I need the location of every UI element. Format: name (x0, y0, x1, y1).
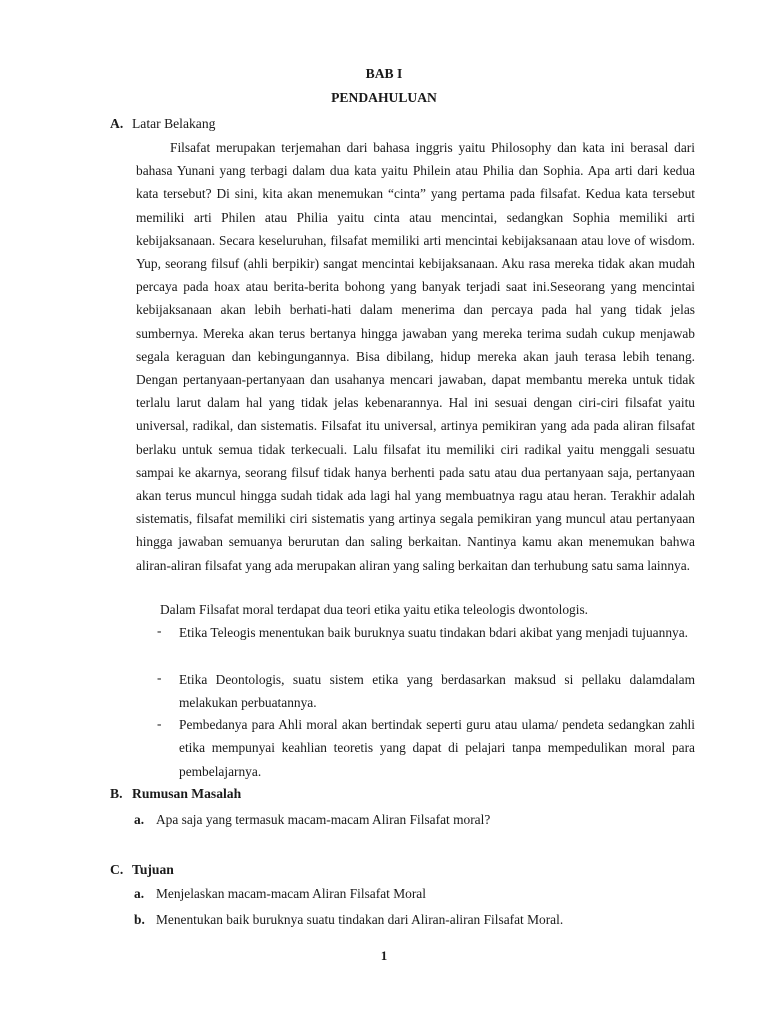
section-c-heading (110, 862, 174, 878)
item-letter: b. (134, 912, 145, 927)
section-a-paragraph-2: Dalam Filsafat moral terdapat dua teori etika yaitu etika teleologis dwontologis. (160, 602, 589, 617)
item-text: Apa saja yang termasuk macam-macam Aliran Filsafat moral? (156, 812, 491, 827)
item-text: Menjelaskan macam-macam Aliran Filsafat Moral (156, 886, 426, 901)
section-c-letter: C. (110, 862, 124, 877)
section-a-letter: A. (110, 116, 124, 131)
section-b-item (134, 812, 694, 828)
bullet-marker: - (157, 716, 162, 731)
section-a-heading (110, 116, 215, 132)
section-c-item (134, 912, 694, 928)
item-letter: a. (134, 886, 145, 901)
item-text: Menentukan baik buruknya suatu tindakan dari Aliran-aliran Filsafat Moral. (156, 912, 564, 927)
chapter-title: PENDAHULUAN (331, 90, 437, 105)
page-number: 1 (380, 948, 388, 963)
chapter-number: BAB I (365, 66, 403, 81)
section-b-name: Rumusan Masalah (132, 786, 242, 801)
section-b-letter: B. (110, 786, 123, 801)
section-a-paragraph-1 (136, 136, 695, 577)
section-b-heading (110, 786, 241, 802)
section-c-name: Tujuan (132, 862, 174, 877)
bullet-item: Etika Teleogis menentukan baik buruknya suatu tindakan bdari akibat yang menjadi tujuannya. (179, 625, 689, 640)
bullet-item: Pembedanya para Ahli moral akan bertindak seperti guru atau ulama/ pendeta sedangkan zahli etika mempunyai keahlian teoretis yang dapat di pelajari tanpa mempedulikan moral para pembelajarnya. (179, 717, 695, 779)
bullet-marker: - (157, 623, 162, 638)
section-c-item (134, 886, 694, 902)
section-a-name: Latar Belakang (132, 116, 216, 131)
bullet-marker: - (157, 670, 162, 685)
bullet-item: Etika Deontologis, suatu sistem etika yang berdasarkan maksud si pellaku dalamdalam melakukan perbuatannya. (179, 672, 695, 711)
item-letter: a. (134, 812, 145, 827)
section-a-paragraph-1-text: Filsafat merupakan terjemahan dari bahasa inggris yaitu Philosophy dan kata ini berasal dari bahasa Yunani yang terbagi dalam dua kata yaitu Philein atau Philia dan Sophia. Apa arti dari kedua kata tersebut? Di sini, kita akan menemukan “cinta” yang pertama pada filsafat. Kedua kata tersebut memiliki arti Philen atau Philia yaitu cinta atau mencintai, sedangkan Sophia memiliki arti kebijaksanaan. Secara keseluruhan, filsafat memiliki arti mencintai kebijaksanaan atau love of wisdom. Yup, seorang filsuf (ahli berpikir) sangat mencintai kebijaksanaan. Aku rasa mereka tidak akan mudah percaya pada hoax atau berita-berita bohong yang banyak terjadi saat ini.Seseorang yang mencintai kebijaksanaan akan lebih berhati-hati dalam menerima dan percaya pada hal yang tidak jelas sumbernya. Mereka akan terus bertanya hingga jawaban yang mereka terima sudah cukup menjawab segala keraguan dan kebingungannya. Bisa dibilang, hidup mereka akan jauh terasa lebih tenang. Dengan pertanyaan-pertanyaan dan usahanya mencari jawaban, dapat membantu mereka untuk tidak terlalu larut dalam hal yang tidak jelas kebenarannya. Hal ini sesuai dengan ciri-ciri filsafat yaitu universal, radikal, dan sistematis. Filsafat itu universal, artinya pemikiran yang ada pada aliran filsafat berlaku untuk semua tidak terkecuali. Lalu filsafat itu memiliki ciri radikal yaitu menggali sesuatu sampai ke akarnya, seorang filsuf tidak hanya berhenti pada satu atau dua pertanyaan saja, pertanyaan akan terus muncul hingga sudah tidak ada lagi hal yang membuatnya ragu atau heran. Terakhir adalah sistematis, filsafat memiliki ciri sistematis yang artinya segala pemikiran yang muncul atau pertanyaan hingga jawaban semuanya berurutan dan saling berkaitan. Nantinya kamu akan menemukan bahwa aliran-aliran filsafat yang ada merupakan aliran yang saling berkaitan dan terhubung satu sama lainnya. (136, 140, 695, 573)
